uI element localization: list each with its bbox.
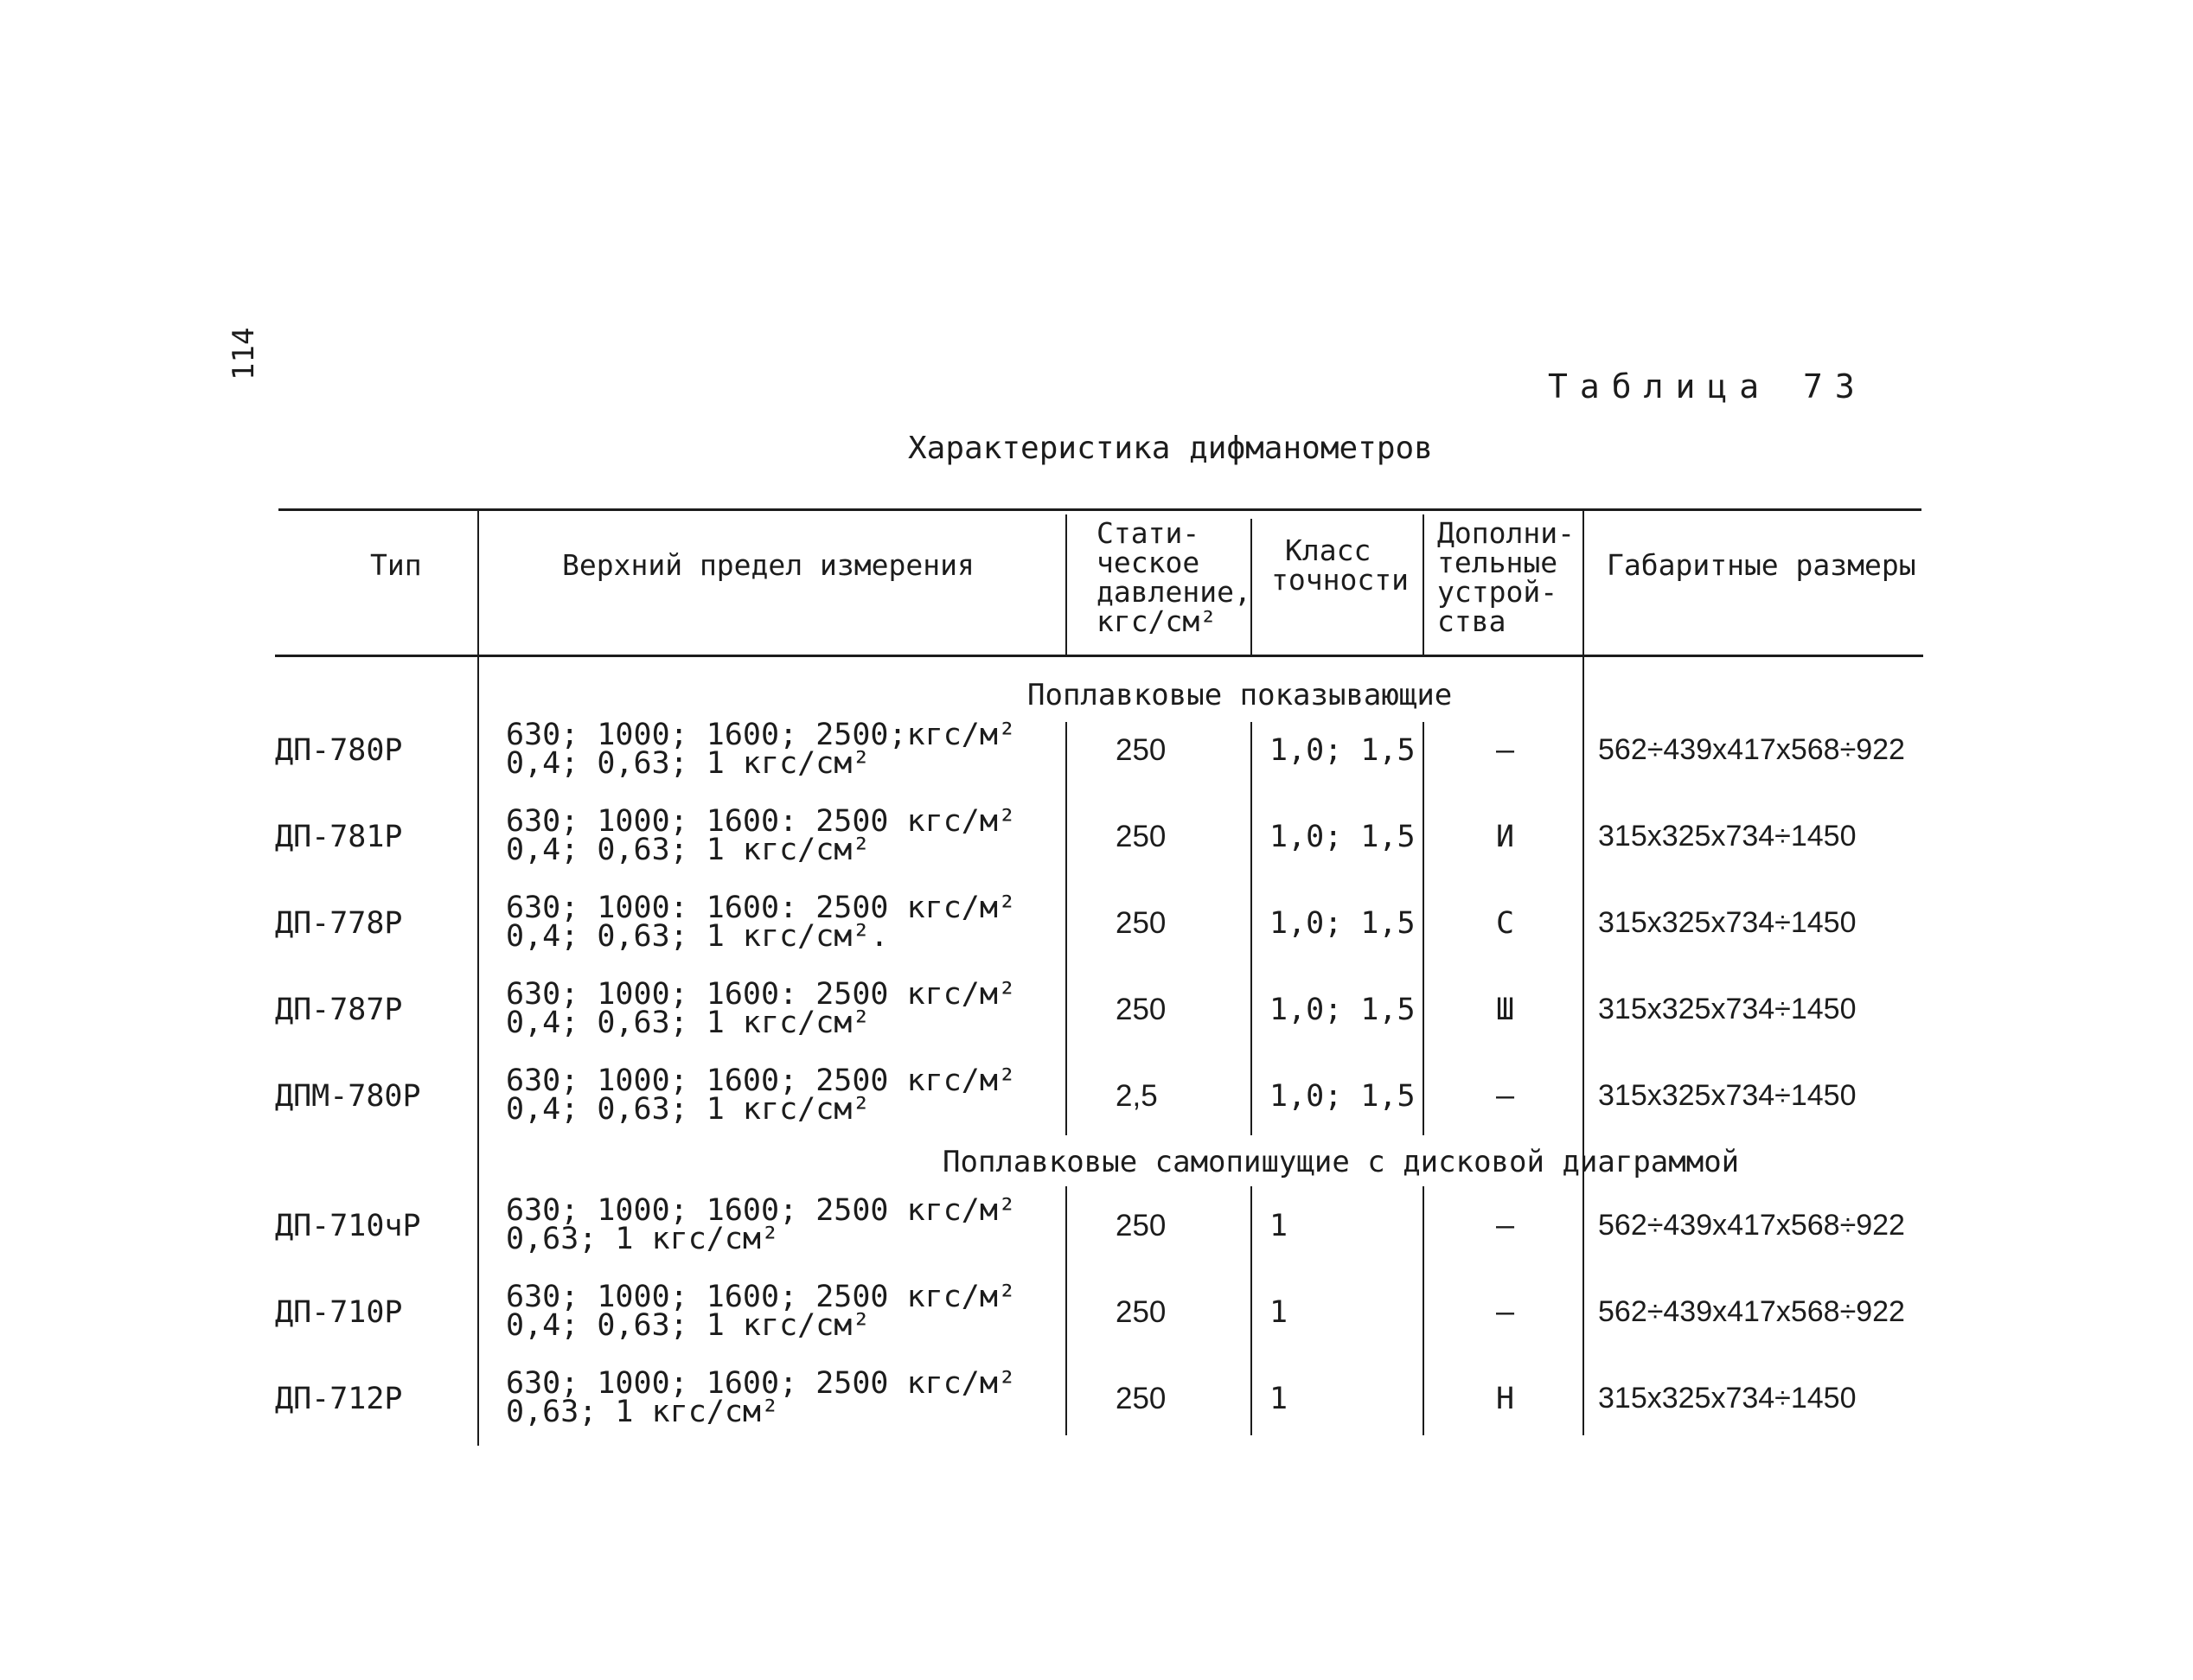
cell-static: 250 [1116, 993, 1167, 1026]
cell-limit [506, 1280, 1017, 1343]
cell-class: 1 [1269, 1209, 1288, 1243]
cell-devices: – [1496, 1209, 1515, 1243]
cell-limit-line2: 0,4; 0,63; 1 кгс/см² [506, 833, 871, 867]
cell-limit-line2: 0,4; 0,63; 1 кгс/см². [506, 919, 889, 954]
cell-devices: – [1496, 1079, 1515, 1114]
cell-dimensions: 315x325x734÷1450 [1598, 1079, 1857, 1112]
cell-type: ДП-710Р [275, 1295, 403, 1330]
header-bottom-rule [275, 655, 1923, 657]
cell-type: ДП-780Р [275, 733, 403, 768]
header-devices-line: тельные [1437, 546, 1558, 579]
cell-static: 250 [1116, 1382, 1167, 1415]
cell-static: 250 [1116, 1295, 1167, 1329]
cell-dimensions: 315x325x734÷1450 [1598, 1382, 1857, 1415]
header-divider [477, 510, 479, 655]
cell-dimensions: 562÷439x417x568÷922 [1598, 1295, 1905, 1328]
table-title: Характеристика дифманометров [908, 431, 1433, 466]
cell-class: 1,0; 1,5 [1269, 820, 1416, 854]
cell-type: ДПМ-780Р [275, 1079, 421, 1114]
cell-class: 1,0; 1,5 [1269, 993, 1416, 1027]
table-row [0, 1062, 2193, 1148]
header-dimensions: Габаритные размеры [1607, 548, 1916, 582]
cell-limit [506, 804, 1017, 867]
cell-class: 1,0; 1,5 [1269, 906, 1416, 941]
section-title: Поплавковые показывающие [1027, 678, 1453, 712]
cell-limit [506, 891, 1017, 954]
cell-static: 250 [1116, 733, 1167, 767]
header-class-line: точности [1271, 563, 1409, 597]
table-row [0, 802, 2193, 889]
table-row [0, 1364, 2193, 1451]
header-devices [1437, 516, 1575, 638]
cell-limit-line1: 630; 1000; 1600: 2500 кгс/м² [506, 977, 1017, 1012]
header-limit: Верхний предел измерения [562, 548, 975, 582]
table-row [0, 1191, 2193, 1278]
cell-dimensions: 562÷439x417x568÷922 [1598, 1209, 1905, 1242]
cell-limit-line1: 630; 1000; 1600; 2500 кгс/м² [506, 1064, 1017, 1098]
cell-limit-line2: 0,4; 0,63; 1 кгс/см² [506, 1006, 871, 1040]
cell-limit [506, 977, 1017, 1040]
header-devices-line: устрой- [1437, 575, 1558, 609]
header-static [1096, 516, 1251, 638]
cell-limit-line2: 0,63; 1 кгс/см² [506, 1222, 780, 1256]
cell-limit [506, 1064, 1017, 1127]
page-number: 114 [227, 327, 261, 380]
cell-class: 1 [1269, 1382, 1288, 1416]
cell-limit-line1: 630; 1000; 1600; 2500 кгс/м² [506, 1193, 1017, 1228]
cell-static: 250 [1116, 820, 1167, 853]
section-title: Поплавковые самопишущие с дисковой диаграммой [943, 1145, 1740, 1179]
cell-devices: Н [1496, 1382, 1515, 1416]
cell-class: 1,0; 1,5 [1269, 1079, 1416, 1114]
header-type: Тип [370, 548, 422, 582]
header-class [1271, 533, 1409, 597]
table-top-rule [278, 508, 1921, 511]
cell-limit [506, 1366, 1017, 1429]
cell-limit-line1: 630; 1000: 1600: 2500 кгс/м² [506, 891, 1017, 925]
cell-limit-line2: 0,63; 1 кгс/см² [506, 1395, 780, 1429]
cell-limit-line2: 0,4; 0,63; 1 кгс/см² [506, 1308, 871, 1343]
cell-devices: С [1496, 906, 1515, 941]
cell-class: 1,0; 1,5 [1269, 733, 1416, 768]
header-class-line: Класс [1285, 533, 1371, 567]
header-divider [1065, 514, 1067, 655]
table-row [0, 716, 2193, 802]
cell-devices: – [1496, 733, 1515, 768]
cell-limit-line1: 630; 1000; 1600: 2500 кгс/м² [506, 804, 1017, 839]
cell-static: 250 [1116, 1209, 1167, 1242]
cell-devices: И [1496, 820, 1515, 854]
cell-dimensions: 315x325x734÷1450 [1598, 993, 1857, 1025]
header-static-line: кгс/см² [1096, 604, 1218, 638]
cell-devices: Ш [1496, 993, 1515, 1027]
cell-type: ДП-710чР [275, 1209, 421, 1243]
cell-class: 1 [1269, 1295, 1288, 1330]
cell-dimensions: 315x325x734÷1450 [1598, 906, 1857, 939]
header-devices-line: ства [1437, 604, 1506, 638]
cell-limit [506, 1193, 1017, 1256]
cell-type: ДП-778Р [275, 906, 403, 941]
cell-type: ДП-781Р [275, 820, 403, 854]
header-divider [1582, 510, 1584, 655]
cell-devices: – [1496, 1295, 1515, 1330]
cell-limit [506, 718, 1017, 781]
cell-limit-line1: 630; 1000; 1600; 2500;кгс/м² [506, 718, 1017, 752]
table-label: Таблица 73 [1548, 367, 1867, 406]
cell-type: ДП-787Р [275, 993, 403, 1027]
cell-dimensions: 562÷439x417x568÷922 [1598, 733, 1905, 766]
header-devices-line: Дополни- [1437, 516, 1575, 550]
cell-limit-line1: 630; 1000; 1600; 2500 кгс/м² [506, 1366, 1017, 1401]
cell-type: ДП-712Р [275, 1382, 403, 1416]
cell-static: 250 [1116, 906, 1167, 940]
header-static-line: Стати- [1096, 516, 1200, 550]
table-row [0, 889, 2193, 975]
header-static-line: давление, [1096, 575, 1251, 609]
cell-dimensions: 315x325x734÷1450 [1598, 820, 1857, 853]
header-static-line: ческое [1096, 546, 1200, 579]
cell-static: 2,5 [1116, 1079, 1158, 1113]
cell-limit-line1: 630; 1000; 1600; 2500 кгс/м² [506, 1280, 1017, 1314]
table-row [0, 1278, 2193, 1364]
cell-limit-line2: 0,4; 0,63; 1 кгс/см² [506, 1092, 871, 1127]
header-divider [1423, 514, 1424, 655]
table-row [0, 975, 2193, 1062]
cell-limit-line2: 0,4; 0,63; 1 кгс/см² [506, 746, 871, 781]
